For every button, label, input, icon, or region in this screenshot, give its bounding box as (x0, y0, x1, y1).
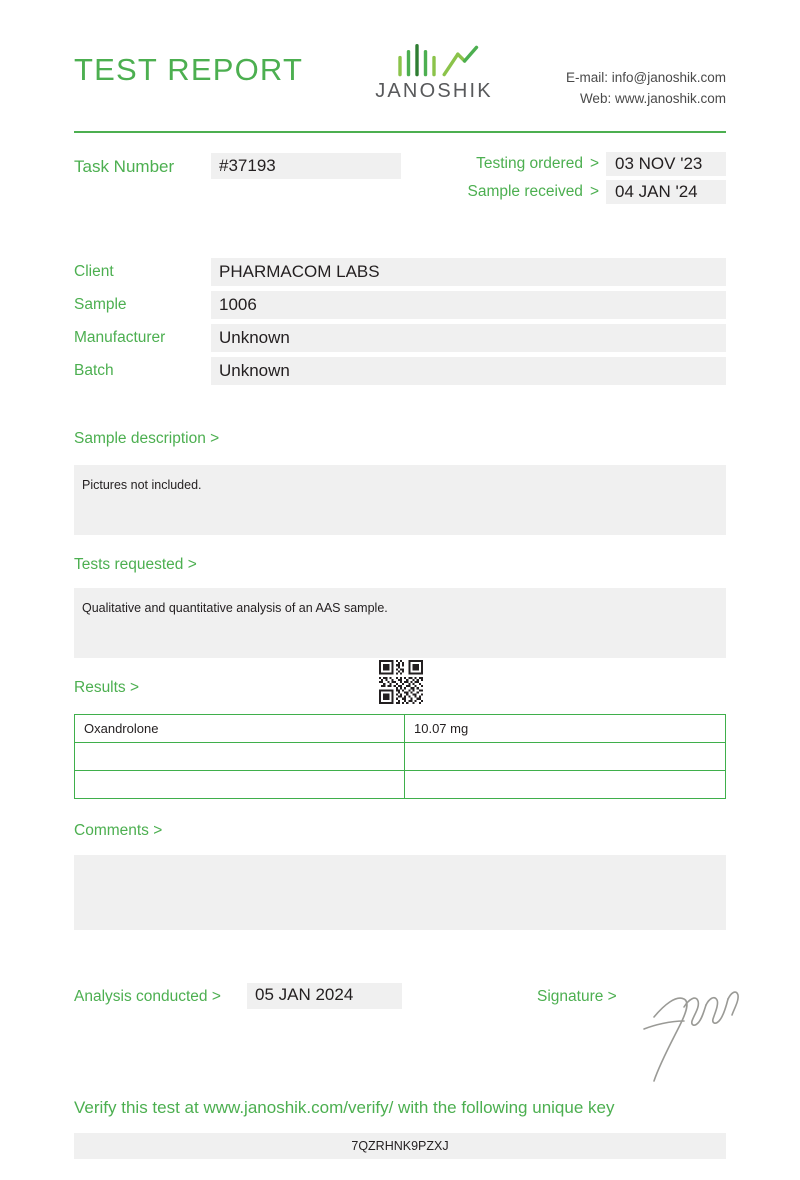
analysis-conducted-value: 05 JAN 2024 (247, 983, 402, 1009)
info-key-batch: Batch (74, 362, 114, 379)
page-title: TEST REPORT (74, 52, 304, 87)
tests-requested-text: Qualitative and quantitative analysis of an AAS sample. (82, 601, 388, 615)
tests-requested-title: Tests requested > (74, 556, 197, 573)
contact-info (566, 68, 726, 110)
verify-text: Verify this test at www.janoshik.com/verify/ with the following unique key (74, 1098, 615, 1117)
result-substance: Oxandrolone (75, 715, 405, 743)
info-value-sample: 1006 (211, 291, 726, 319)
task-number-label: Task Number (74, 157, 175, 176)
sample-info-table (74, 258, 726, 390)
qr-code-icon (370, 660, 432, 704)
info-key-manufacturer: Manufacturer (74, 329, 166, 346)
results-title: Results > (74, 679, 140, 696)
sample-description-text: Pictures not included. (82, 478, 202, 492)
result-substance (75, 743, 405, 771)
testing-ordered-row (396, 152, 726, 176)
testing-ordered-value: 03 NOV '23 (606, 152, 726, 176)
report-header (74, 44, 726, 116)
janoshik-logo-icon (383, 44, 485, 78)
info-row-batch (74, 357, 726, 385)
sample-received-row (396, 180, 726, 204)
analysis-conducted-label: Analysis conducted > (74, 988, 221, 1005)
comments-box (74, 855, 726, 930)
table-row (75, 771, 726, 799)
dates-block (396, 152, 726, 208)
sample-description-box (74, 465, 726, 535)
task-number-value: #37193 (211, 153, 401, 179)
info-value-client: PHARMACOM LABS (211, 258, 726, 286)
info-value-batch: Unknown (211, 357, 726, 385)
result-amount (405, 743, 726, 771)
info-key-client: Client (74, 263, 114, 280)
contact-web: Web: www.janoshik.com (579, 90, 726, 106)
comments-title: Comments > (74, 822, 163, 839)
contact-email: E-mail: info@janoshik.com (565, 70, 726, 85)
result-amount (405, 771, 726, 799)
testing-ordered-caret: > (589, 155, 599, 172)
sample-received-caret: > (589, 183, 599, 200)
info-value-manufacturer: Unknown (211, 324, 726, 352)
comments-text (74, 855, 726, 867)
info-row-manufacturer (74, 324, 726, 352)
result-substance (75, 771, 405, 799)
result-amount: 10.07 mg (405, 715, 726, 743)
info-row-client (74, 258, 726, 286)
info-key-sample: Sample (74, 296, 127, 313)
results-table (74, 714, 726, 799)
tests-requested-box (74, 588, 726, 658)
testing-ordered-label: Testing ordered (476, 155, 583, 172)
signature-label: Signature > (537, 988, 617, 1005)
sample-description-title: Sample description > (74, 430, 220, 447)
table-row (75, 743, 726, 771)
sample-received-value: 04 JAN '24 (606, 180, 726, 204)
signature-icon (640, 955, 750, 1085)
brand-block (344, 44, 524, 103)
sample-received-label: Sample received (467, 183, 583, 200)
header-divider (74, 131, 726, 133)
info-row-sample (74, 291, 726, 319)
unique-key-value: 7QZRHNK9PZXJ (74, 1133, 726, 1159)
table-row (75, 715, 726, 743)
brand-name: JANOSHIK (375, 80, 493, 102)
